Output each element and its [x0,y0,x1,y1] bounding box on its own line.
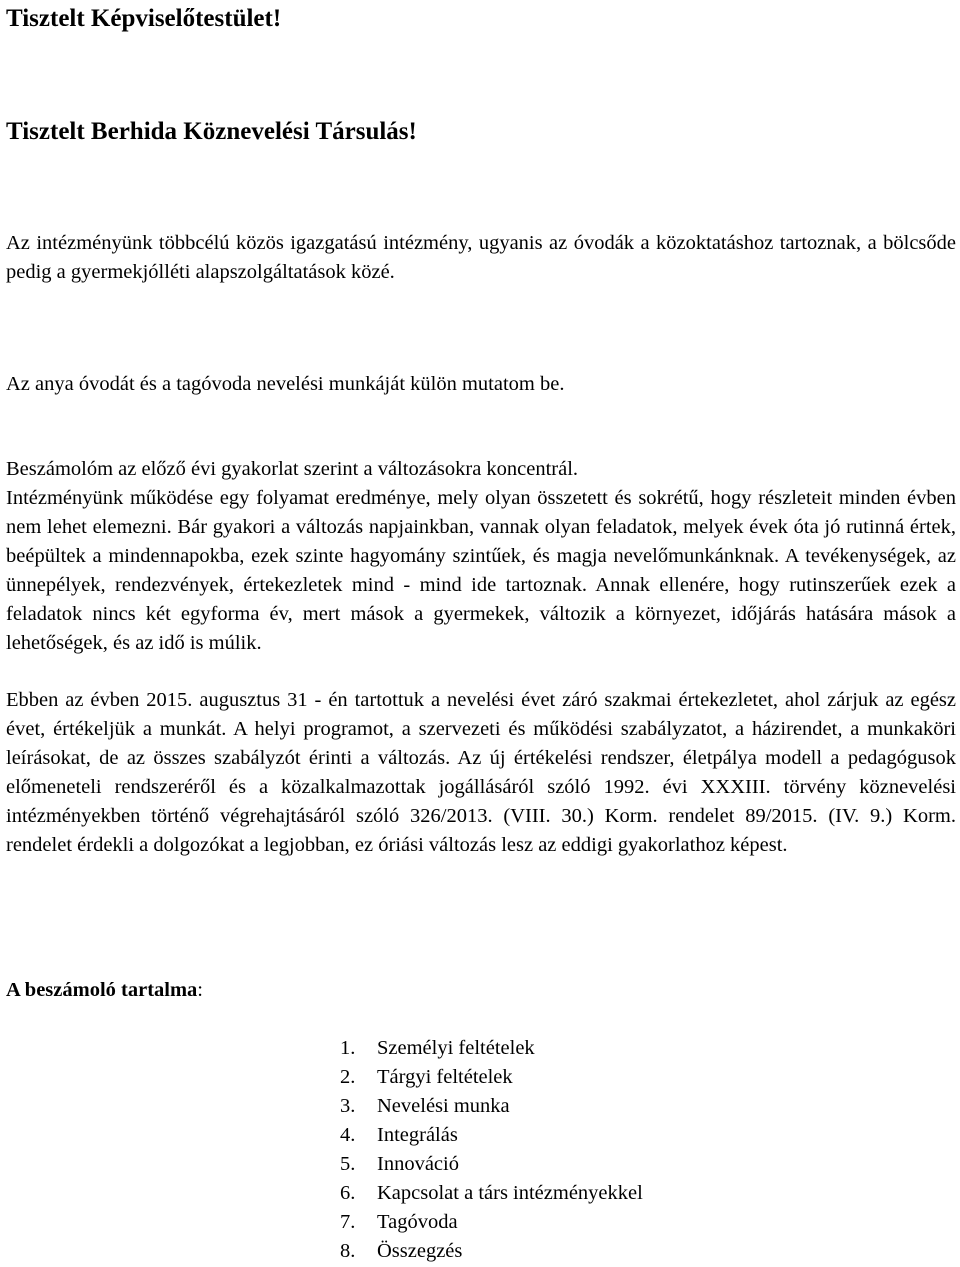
toc-item-label: Összegzés [377,1240,463,1262]
toc-item [340,1092,643,1121]
toc-item [340,1121,643,1150]
toc-item-label: Személyi feltételek [377,1037,535,1059]
greeting-association: Tisztelt Berhida Köznevelési Társulás! [6,118,417,145]
toc-title-colon: : [197,979,203,1001]
paragraph-presentation-note: Az anya óvodát és a tagóvoda nevelési munkáját külön mutatom be. [6,373,565,395]
paragraph-institution-type: Az intézményünk többcélú közös igazgatású intézmény, ugyanis az óvodák a közoktatáshoz tartoznak, a bölcsőde pedig a gyermekjólléti alapszolgáltatások közé. [6,232,956,283]
paragraph-year-summary: Ebben az évben 2015. augusztus 31 - én tartottuk a nevelési évet záró szakmai értekezletet, ahol zárjuk az egész évet, értékeljük a munkát. A helyi programot, a szervezeti és működési szabályzatot, a házirendet, a munkaköri leírásokat, de az összes szabályzót érinti a változás. Az új értékelési rendszer, életpálya modell a pedagógusok előmeneteli rendszeréről és a közalkalmazottak jogállásáról szóló 1992. évi XXXIII. törvény köznevelési intézményekben történő végrehajtásáról szóló 326/2013. (VIII. 30.) Korm. rendelet 89/2015. (IV. 9.) Korm. rendelet érdekli a dolgozókat a legjobban, ez óriási változás lesz az eddigi gyakorlathoz képest. [6,689,956,856]
toc-item [340,1179,643,1208]
toc-item-number: 1. [340,1037,356,1059]
greeting-council: Tisztelt Képviselőtestület! [6,5,282,32]
toc-item [340,1237,643,1266]
toc-item-number: 8. [340,1240,356,1262]
toc-item-number: 7. [340,1211,356,1233]
toc-item [340,1063,643,1092]
toc-item-label: Tagóvoda [377,1211,458,1233]
toc-item-number: 2. [340,1066,356,1088]
toc-title: A beszámoló tartalma [6,979,198,1001]
paragraph-operation: Intézményünk működése egy folyamat eredménye, mely olyan összetett és sokrétű, hogy részleteit minden évben nem lehet elemezni. Bár gyakori a változás napjainkban, vannak olyan feladatok, melyek évek óta jó rutinná értek, beépültek a mindennapokba, ezek szinte hagyomány szintűek, és magja nevelőmunkánknak. A tevékenységek, az ünnepélyek, rendezvények, értekezletek mind - mind ide tartoznak. Annak ellenére, hogy rutinszerűek ezek a feladatok nincs két egyforma év, mert mások a gyermekek, változik a környezet, időjárás hatására mások a lehetőségek, és az idő is múlik. [6,487,956,654]
toc-item-number: 3. [340,1095,356,1117]
paragraph-report-focus: Beszámolóm az előző évi gyakorlat szerint a változásokra koncentrál. [6,458,579,480]
toc-item-number: 4. [340,1124,356,1146]
toc-item-label: Kapcsolat a társ intézményekkel [377,1182,643,1204]
toc-item-label: Integrálás [377,1124,458,1146]
toc-item-number: 6. [340,1182,356,1204]
toc-item-label: Innováció [377,1153,459,1175]
toc-item-number: 5. [340,1153,356,1175]
toc-item-label: Tárgyi feltételek [377,1066,513,1088]
toc-item [340,1034,643,1063]
toc-item [340,1208,643,1237]
toc-item [340,1150,643,1179]
toc-item-label: Nevelési munka [377,1095,510,1117]
toc-list [340,1034,643,1266]
toc-heading [6,976,203,1005]
